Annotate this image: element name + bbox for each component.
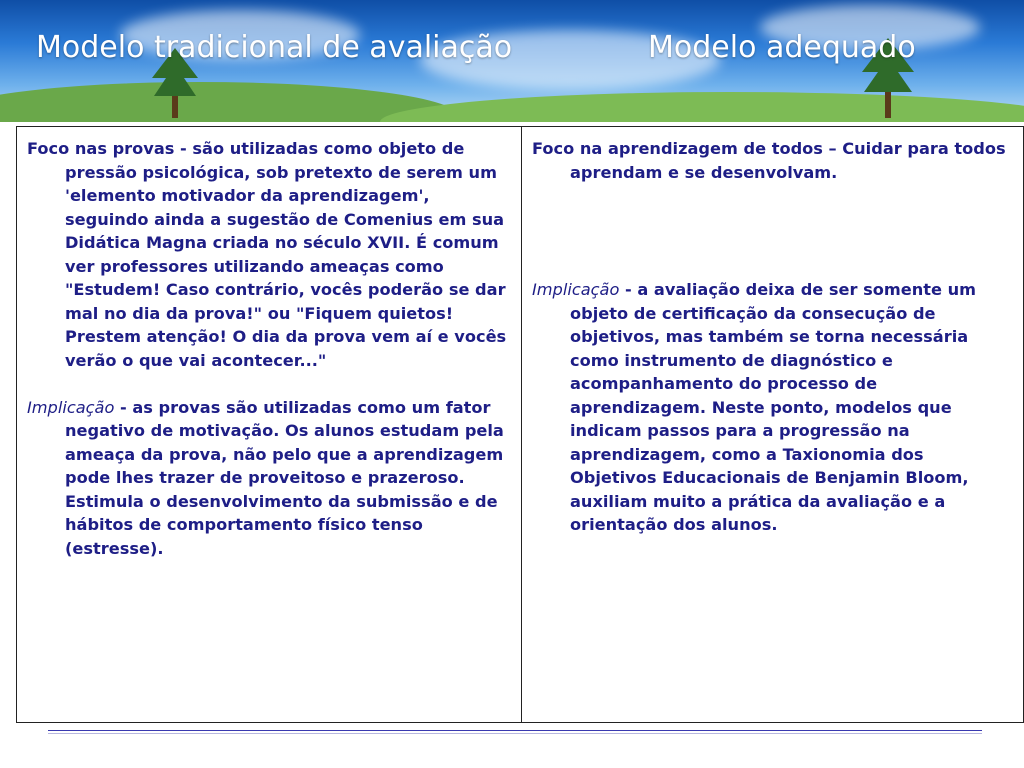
comparison-table bbox=[16, 126, 1024, 723]
traditional-model-cell bbox=[17, 127, 522, 723]
traditional-focus-text: Foco nas provas - são utilizadas como objeto de pressão psicológica, sob pretexto de serem um 'elemento motivador da aprendizagem', seguindo ainda a sugestão de Comenius em sua Didática Magna criada no século XVII. É comum ver professores utilizando ameaças como "Estudem! Caso contrário, vocês poderão se dar mal no dia da prova!" ou "Fiquem quietos! Prestem atenção! O dia da prova vem aí e vocês verão o que vai acontecer..." bbox=[27, 139, 507, 370]
table-row bbox=[17, 127, 1024, 723]
hill-decoration bbox=[380, 92, 1024, 122]
adequate-focus-text: Foco na aprendizagem de todos – Cuidar para todos aprendam e se desenvolvam. bbox=[532, 139, 1006, 182]
implication-text: - as provas são utilizadas como um fator negativo de motivação. Os alunos estudam pela ameaça da prova, não pelo que a aprendizagem pode lhes trazer de proveitoso e prazeroso. Estimula o desenvolvimento da submissão e de hábitos de comportamento físico tenso (estresse). bbox=[65, 397, 504, 558]
implication-text: - a avaliação deixa de ser somente um objeto de certificação da consecução de objetivos, mas também se torna necessária como instrumento de diagnóstico e acompanhamento do processo de aprendizagem. Neste ponto, modelos que indicam passos para a progressão na aprendizagem, como a Taxionomia dos Objetivos Educacionais de Benjamin Bloom, auxiliam muito a prática da avaliação e a orientação dos alunos. bbox=[570, 280, 977, 534]
title-right: Modelo adequado bbox=[648, 30, 916, 65]
footer-divider bbox=[48, 730, 982, 731]
traditional-implication bbox=[27, 396, 513, 561]
adequate-model-cell bbox=[522, 127, 1024, 723]
header-banner bbox=[0, 0, 1024, 122]
adequate-implication bbox=[532, 278, 1015, 537]
footer-divider bbox=[48, 733, 982, 734]
implication-label: Implicação bbox=[532, 280, 620, 299]
implication-label: Implicação bbox=[27, 397, 115, 417]
title-left: Modelo tradicional de avaliação bbox=[36, 30, 513, 65]
